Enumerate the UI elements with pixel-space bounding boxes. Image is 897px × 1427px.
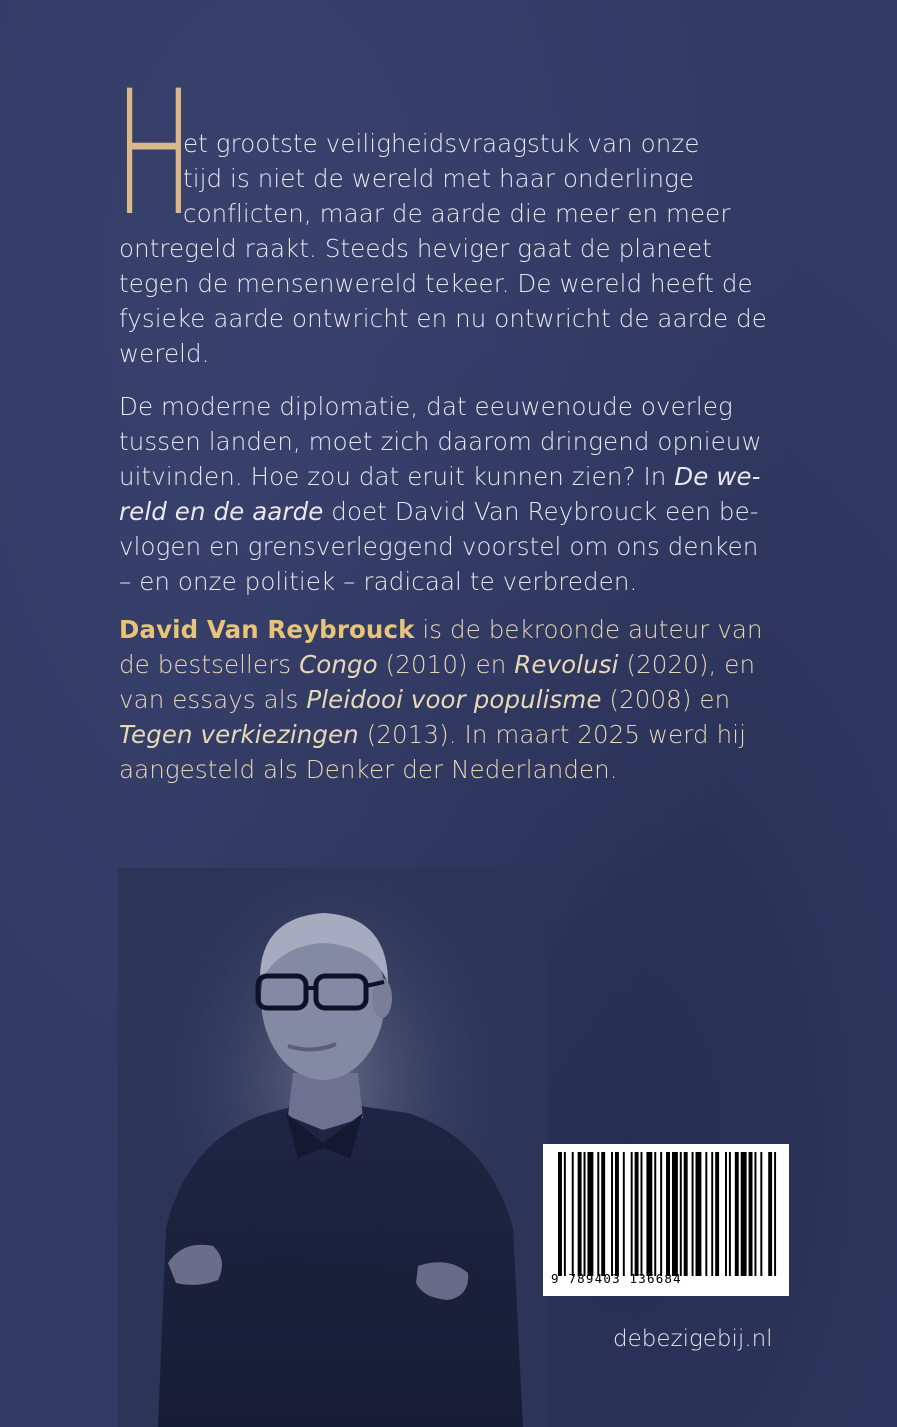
barcode-bar bbox=[641, 1152, 643, 1276]
bio-text: van essays als bbox=[119, 685, 307, 714]
intro-line: wereld. bbox=[119, 339, 210, 368]
barcode-bar bbox=[672, 1152, 678, 1276]
barcode-bar bbox=[684, 1152, 688, 1276]
author-name: David Van Reybrouck bbox=[119, 615, 415, 644]
bio-line bbox=[119, 717, 763, 752]
barcode-bar bbox=[597, 1152, 599, 1276]
bio-text: is de bekroonde auteur van bbox=[414, 615, 763, 644]
barcode-bar bbox=[741, 1152, 747, 1276]
author-photo bbox=[118, 868, 548, 1427]
book-title-italic: Pleidooi voor populisme bbox=[306, 685, 602, 714]
isbn-barcode bbox=[543, 1144, 789, 1296]
barcode-bar bbox=[623, 1152, 625, 1276]
barcode-bar bbox=[692, 1152, 694, 1276]
intro-line: fysieke aarde ontwricht en nu ontwricht de aarde de bbox=[119, 304, 767, 333]
author-bio-paragraph bbox=[119, 612, 763, 787]
bio-text: de bestsellers bbox=[119, 650, 300, 679]
bio-line: aangesteld als Denker der Nederlanden. bbox=[119, 755, 618, 784]
barcode-bar bbox=[564, 1152, 566, 1276]
bio-line bbox=[119, 682, 763, 717]
summary-text: uitvinden. Hoe zou dat eruit kunnen zien? In bbox=[119, 462, 675, 491]
bio-text: (2008) en bbox=[601, 685, 731, 714]
barcode-bar bbox=[735, 1152, 739, 1276]
summary-line: vlogen en grensverleggend voorstel om ons denken bbox=[119, 532, 759, 561]
barcode-bar bbox=[615, 1152, 619, 1276]
book-title-italic: Congo bbox=[299, 650, 378, 679]
barcode-bar bbox=[578, 1152, 582, 1276]
barcode-bar bbox=[587, 1152, 593, 1276]
intro-line: tijd is niet de wereld met haar onderlinge bbox=[183, 164, 695, 193]
barcode-bar bbox=[584, 1152, 586, 1276]
barcode-bar bbox=[696, 1152, 702, 1276]
bio-text: (2020), en bbox=[618, 650, 756, 679]
barcode-bar bbox=[680, 1152, 682, 1276]
barcode-bar bbox=[611, 1152, 613, 1276]
summary-line bbox=[119, 459, 762, 494]
summary-text: doet David Van Reybrouck een be- bbox=[323, 497, 759, 526]
intro-line: et grootste veiligheidsvraagstuk van onze bbox=[183, 129, 700, 158]
barcode-bar bbox=[705, 1152, 707, 1276]
barcode-bar bbox=[572, 1152, 574, 1276]
book-title-italic: Revolusi bbox=[514, 650, 619, 679]
intro-line: ontregeld raakt. Steeds heviger gaat de planeet bbox=[119, 234, 712, 263]
intro-line: tegen de mensenwereld tekeer. De wereld heeft de bbox=[119, 269, 753, 298]
barcode-bar bbox=[749, 1152, 753, 1276]
barcode-bar bbox=[725, 1152, 727, 1276]
barcode-bar bbox=[558, 1152, 562, 1276]
barcode-bar bbox=[631, 1152, 633, 1276]
book-title-italic: Tegen verkiezingen bbox=[119, 720, 359, 749]
barcode-bar bbox=[646, 1152, 652, 1276]
drop-cap-letter: H bbox=[114, 53, 195, 254]
bio-text: (2013). In maart 2025 werd hij bbox=[358, 720, 747, 749]
isbn-number: 9 789403 136684 bbox=[551, 1271, 682, 1286]
barcode-bar bbox=[635, 1152, 639, 1276]
barcode-bar bbox=[601, 1152, 605, 1276]
barcode-bars bbox=[558, 1152, 780, 1276]
summary-line bbox=[119, 494, 762, 529]
book-title-italic: De we- bbox=[674, 462, 761, 491]
publisher-website[interactable]: debezigebij.nl bbox=[613, 1326, 773, 1352]
barcode-bar bbox=[774, 1152, 776, 1276]
summary-line: – en onze politiek – radicaal te verbreden. bbox=[119, 567, 638, 596]
bio-line bbox=[119, 612, 763, 647]
barcode-bar bbox=[760, 1152, 762, 1276]
intro-paragraph bbox=[119, 126, 767, 371]
barcode-bar bbox=[660, 1152, 662, 1276]
bio-text: (2010) en bbox=[377, 650, 515, 679]
summary-line: De moderne diplomatie, dat eeuwenoude overleg bbox=[119, 392, 733, 421]
barcode-bar bbox=[754, 1152, 756, 1276]
barcode-bar bbox=[768, 1152, 772, 1276]
barcode-bar bbox=[715, 1152, 719, 1276]
barcode-bar bbox=[711, 1152, 713, 1276]
bio-line bbox=[119, 647, 763, 682]
barcode-bar bbox=[654, 1152, 656, 1276]
summary-paragraph bbox=[119, 389, 762, 599]
intro-line: conflicten, maar de aarde die meer en meer bbox=[183, 199, 731, 228]
summary-line: tussen landen, moet zich daarom dringend opnieuw bbox=[119, 427, 762, 456]
barcode-bar bbox=[666, 1152, 670, 1276]
barcode-bar bbox=[729, 1152, 731, 1276]
book-title-italic: reld en de aarde bbox=[119, 497, 324, 526]
